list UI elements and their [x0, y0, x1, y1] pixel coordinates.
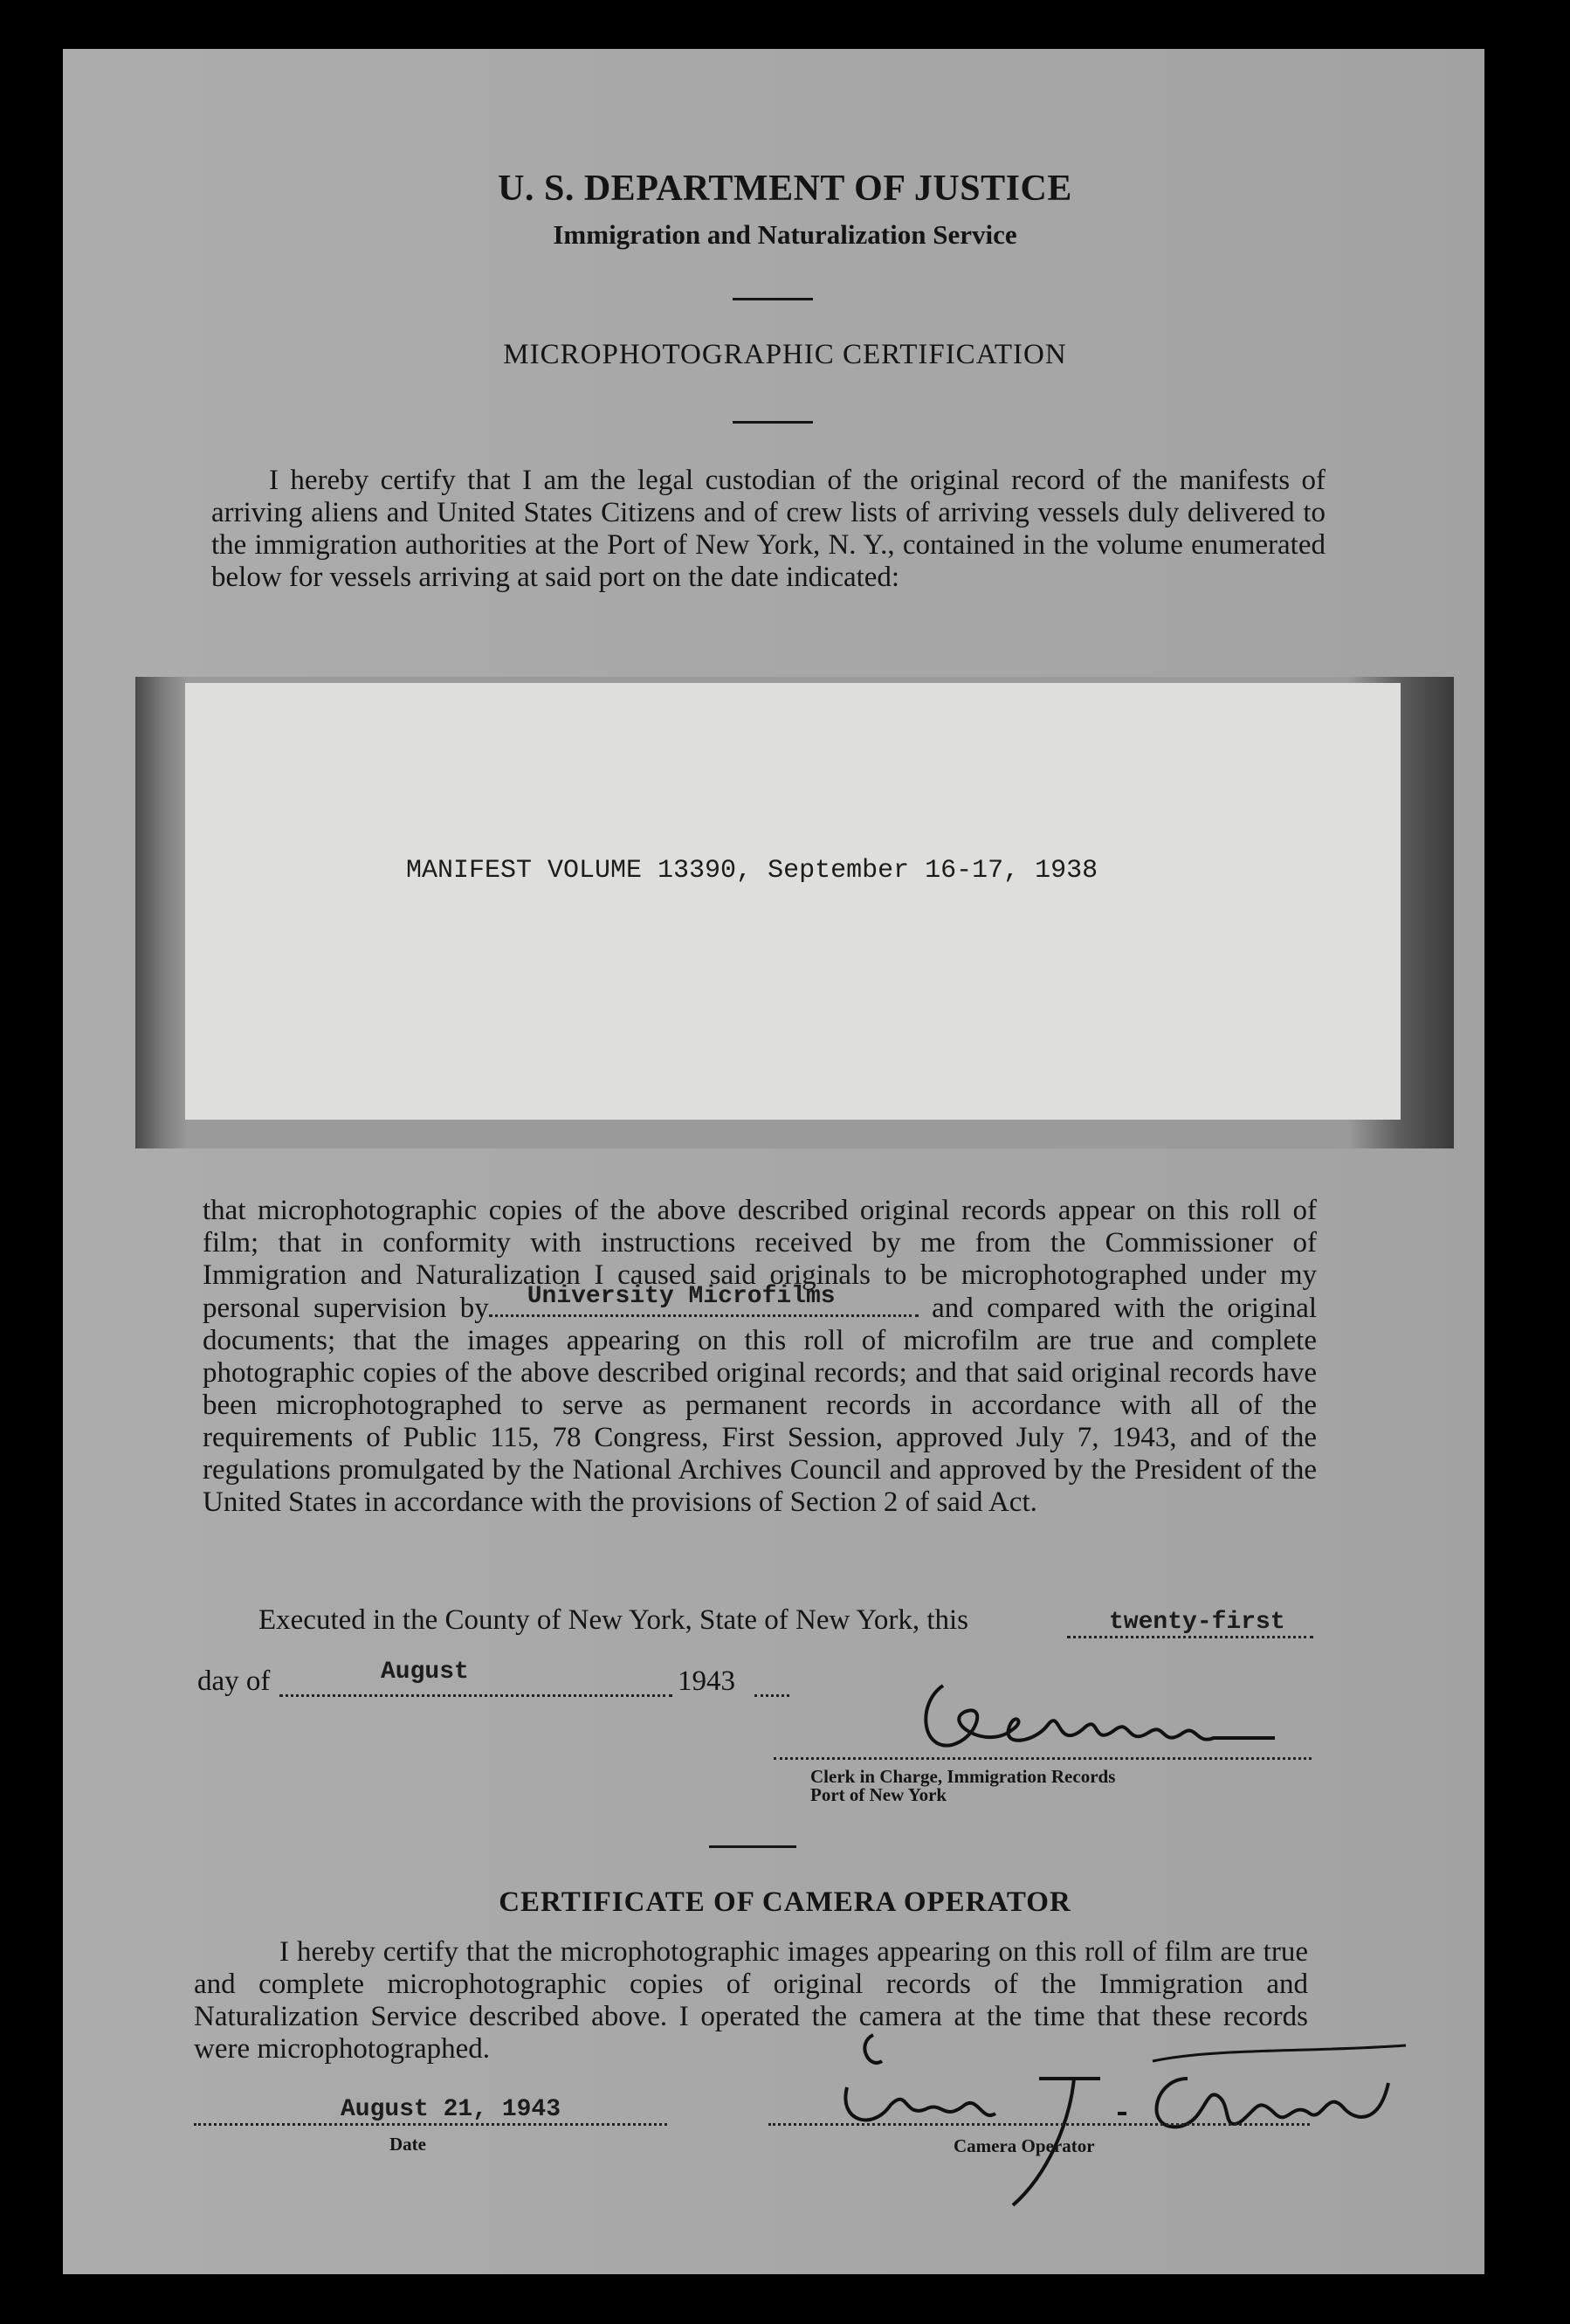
header-rule-bottom: [733, 421, 813, 424]
year-line: [754, 1672, 789, 1697]
filmed-by-line: [489, 1283, 919, 1317]
clerk-title-line2: Port of New York: [810, 1784, 947, 1805]
section-divider: [709, 1845, 796, 1848]
body-part-2: and compared with the original documents; that the images appearing on this roll of microfilm are true and complete photographic copies of the above described original records; and that said original records have been microphotographed to serve as permanent records in accordance with all of the requirements of Public 115, 78 Congress, First Session, approved July 7, 1943, and of the regulations promulgated by the National Archives Council and approved by the President of the United States in accordance with the provisions of Section 2 of said Act.: [203, 1293, 1318, 1518]
camera-certificate-title: CERTIFICATE OF CAMERA OPERATOR: [499, 1886, 1071, 1918]
day-of-label: day of: [197, 1665, 271, 1697]
camera-certificate-text: I hereby certify that the microphotographic images appearing on this roll of film are true and complete microphotographic copies of original records of the Immigration and Naturalization Service described above. I operated the camera at the time that these records were microphotographed.: [194, 1936, 1308, 2065]
operator-signature-line: [768, 2100, 1310, 2126]
header-rule-top: [733, 298, 813, 300]
month-value: August: [381, 1659, 469, 1686]
service-subheading: Immigration and Naturalization Service: [553, 219, 1017, 250]
manifest-volume-text: MANIFEST VOLUME 13390, September 16-17, 1938: [406, 856, 1098, 886]
executed-prefix: Executed in the County of New York, State of New York, this: [258, 1604, 969, 1636]
certification-body: [203, 1195, 1317, 1519]
clerk-title-line1: Clerk in Charge, Immigration Records: [810, 1766, 1116, 1787]
month-line: [279, 1672, 672, 1697]
date-label: Date: [389, 2134, 426, 2155]
date-value: August 21, 1943: [341, 2096, 561, 2123]
department-heading: U. S. DEPARTMENT OF JUSTICE: [498, 169, 1072, 209]
camera-operator-label: Camera Operator: [954, 2135, 1095, 2156]
certification-title: MICROPHOTOGRAPHIC CERTIFICATION: [503, 339, 1067, 370]
year-value: 1943: [678, 1665, 735, 1697]
manifest-slip: [185, 683, 1401, 1120]
body-part-1: that microphotographic copies of the above described original records appear on this roll of film; that in conformity with instructions received by me from the Commissioner of Immigration and Naturalization I caused said originals to be microphotographed under my personal supervision by: [203, 1195, 1317, 1324]
executed-day-value: twenty-first: [1109, 1609, 1285, 1636]
intro-paragraph: I hereby certify that I am the legal custodian of the original record of the manifests of arriving aliens and United States Citizens and of crew lists of arriving vessels duly delivered to the immigration authorities at the Port of New York, N. Y., contained in the volume enumerated below for vessels arriving at said port on the date indicated:: [211, 465, 1326, 593]
clerk-signature-line: [774, 1734, 1312, 1760]
filmed-by-value: University Microfilms: [527, 1283, 836, 1310]
